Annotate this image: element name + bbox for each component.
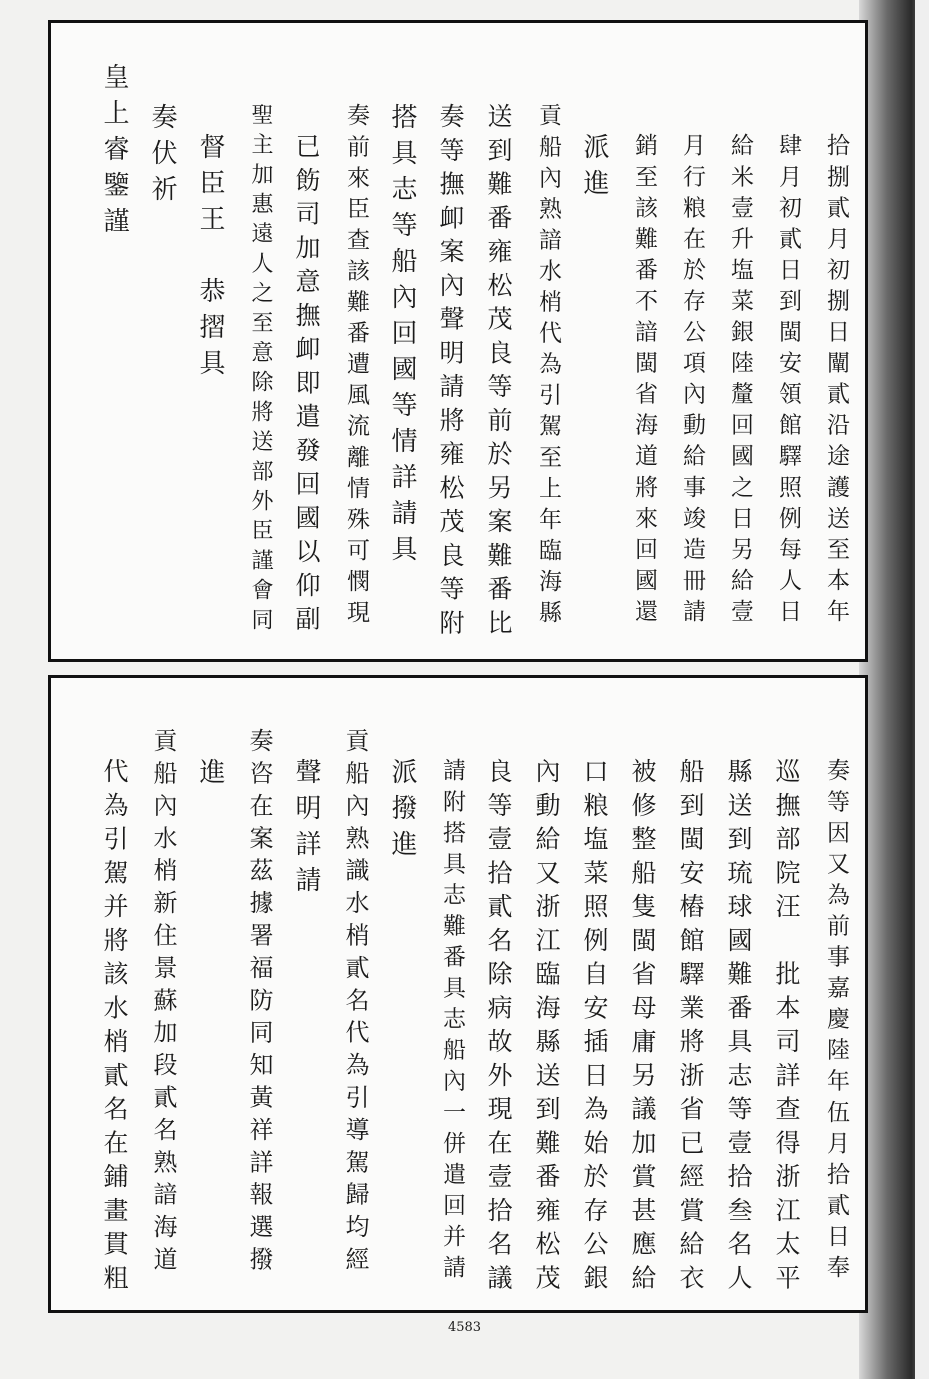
text-column: 船到閩安樁館驛業將浙省已經賞給衣 [676,758,705,1298]
text-column: 聲明詳請 [291,758,321,902]
next-page-edge [915,0,929,1379]
text-column: 已飭司加意撫卹即遣發回國以仰副 [292,133,321,640]
text-column: 被修整船隻閩省母庸另議加賞甚應給 [628,758,657,1298]
text-column: 拾捌貳月初捌日闡貳沿途護送至本年 [823,133,849,630]
text-column: 派進 [579,133,609,205]
text-column: 內動給又浙江臨海縣送到難番雍松茂 [532,758,561,1298]
top-text-panel [48,20,868,662]
text-column: 奏前來臣查該難番遭風流離情殊可憫現 [343,103,369,631]
text-column: 請附搭具志難番具志船內一併遣回并請 [439,758,465,1286]
text-column: 搭具志等船內回國等情詳請具 [387,103,417,571]
text-column: 奏伏祈 [147,103,177,211]
text-column: 代為引駕并將該水梢貳名在鋪畫貫粗 [100,758,129,1298]
text-column: 月行粮在於存公項內動給事竣造冊請 [679,133,705,630]
text-column: 口粮塩菜照例自安插日為始於存公銀 [580,758,609,1298]
text-column: 銷至該難番不諳閩省海道將來回國還 [631,133,657,630]
bottom-text-panel [48,675,868,1313]
text-column: 巡撫部院汪 批本司詳查得浙江太平 [772,758,801,1298]
text-column: 縣送到琉球國難番具志等壹拾叁名人 [724,758,753,1298]
text-column: 督臣王 恭摺具 [195,133,225,385]
text-column: 貢船內熟諳水梢代為引駕至上年臨海縣 [535,103,561,631]
text-column: 奏等因又為前事嘉慶陸年伍月拾貳日奉 [823,758,849,1286]
text-column: 貢船內水梢新住景蘇加段貳名熟諳海道 [149,728,177,1279]
text-column: 聖主加惠遠人之至意除將送部外臣謹會同 [248,103,273,638]
text-column: 肆月初貳日到閩安領館驛照例每人日 [775,133,801,630]
text-column: 皇上睿鑒謹 [99,63,129,243]
text-column: 貢船內熟識水梢貳名代為引導駕歸均經 [341,728,369,1279]
text-column: 給米壹升塩菜銀陸釐回國之日另給壹 [727,133,753,630]
text-column: 奏等撫卹案內聲明請將雍松茂良等附 [436,103,465,643]
bottom-columns [51,678,865,1310]
page-number: 4583 [447,1320,482,1335]
text-column: 派撥進 [387,758,417,866]
text-column: 奏咨在案茲據署福防同知黃祥詳報選撥 [245,728,273,1279]
text-column: 送到難番雍松茂良等前於另案難番比 [484,103,513,643]
text-column: 良等壹拾貳名除病故外現在壹拾名議 [484,758,513,1298]
top-columns [51,23,865,659]
text-column: 進 [195,758,225,794]
